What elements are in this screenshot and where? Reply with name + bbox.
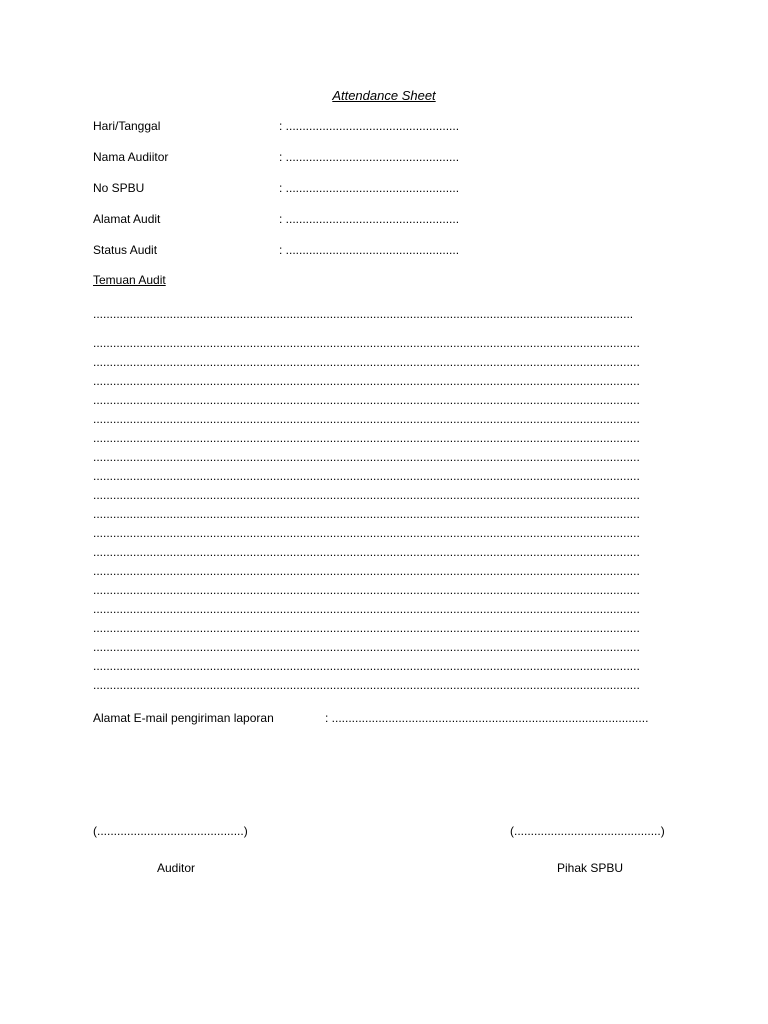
- finding-line: ....................................................................................................................................................................: [93, 374, 640, 388]
- field-hari-tanggal: [93, 119, 693, 137]
- field-value-blank: : ....................................................: [279, 243, 460, 257]
- finding-line: ....................................................................................................................................................................: [93, 336, 640, 350]
- signature-line-auditor: (............................................): [93, 824, 248, 838]
- field-label: Status Audit: [93, 243, 158, 257]
- signature-role-spbu: Pihak SPBU: [557, 861, 624, 875]
- finding-line: ....................................................................................................................................................................: [93, 355, 640, 369]
- finding-line: ..................................................................................................................................................................: [93, 307, 634, 321]
- field-no-spbu: [93, 181, 693, 199]
- field-value-blank: : ....................................................: [279, 150, 460, 164]
- finding-line: ....................................................................................................................................................................: [93, 507, 640, 521]
- finding-line: ....................................................................................................................................................................: [93, 640, 640, 654]
- signature-role-auditor: Auditor: [157, 861, 196, 875]
- document-title: Attendance Sheet: [332, 88, 436, 103]
- finding-line: ....................................................................................................................................................................: [93, 583, 640, 597]
- signature-line-spbu: (............................................): [510, 824, 665, 838]
- finding-line: ....................................................................................................................................................................: [93, 412, 640, 426]
- field-label: Nama Audiitor: [93, 150, 169, 164]
- findings-heading: Temuan Audit: [93, 273, 166, 287]
- email-value-blank: : ...............................................................................................: [325, 711, 649, 725]
- finding-line: ....................................................................................................................................................................: [93, 469, 640, 483]
- finding-line: ....................................................................................................................................................................: [93, 678, 640, 692]
- field-alamat-audit: [93, 212, 693, 230]
- finding-line: ....................................................................................................................................................................: [93, 450, 640, 464]
- field-label: Alamat Audit: [93, 212, 161, 226]
- field-value-blank: : ....................................................: [279, 181, 460, 195]
- field-value-blank: : ....................................................: [279, 119, 460, 133]
- finding-line: ....................................................................................................................................................................: [93, 393, 640, 407]
- email-field-row: [93, 711, 693, 729]
- finding-line: ....................................................................................................................................................................: [93, 545, 640, 559]
- finding-line: ....................................................................................................................................................................: [93, 564, 640, 578]
- field-status-audit: [93, 243, 693, 261]
- finding-line: ....................................................................................................................................................................: [93, 602, 640, 616]
- finding-line: ....................................................................................................................................................................: [93, 526, 640, 540]
- finding-line: ....................................................................................................................................................................: [93, 431, 640, 445]
- field-label: Hari/Tanggal: [93, 119, 161, 133]
- field-nama-auditor: [93, 150, 693, 168]
- field-label: No SPBU: [93, 181, 145, 195]
- field-value-blank: : ....................................................: [279, 212, 460, 226]
- finding-line: ....................................................................................................................................................................: [93, 621, 640, 635]
- finding-line: ....................................................................................................................................................................: [93, 659, 640, 673]
- finding-line: ....................................................................................................................................................................: [93, 488, 640, 502]
- email-label: Alamat E-mail pengiriman laporan: [93, 711, 274, 725]
